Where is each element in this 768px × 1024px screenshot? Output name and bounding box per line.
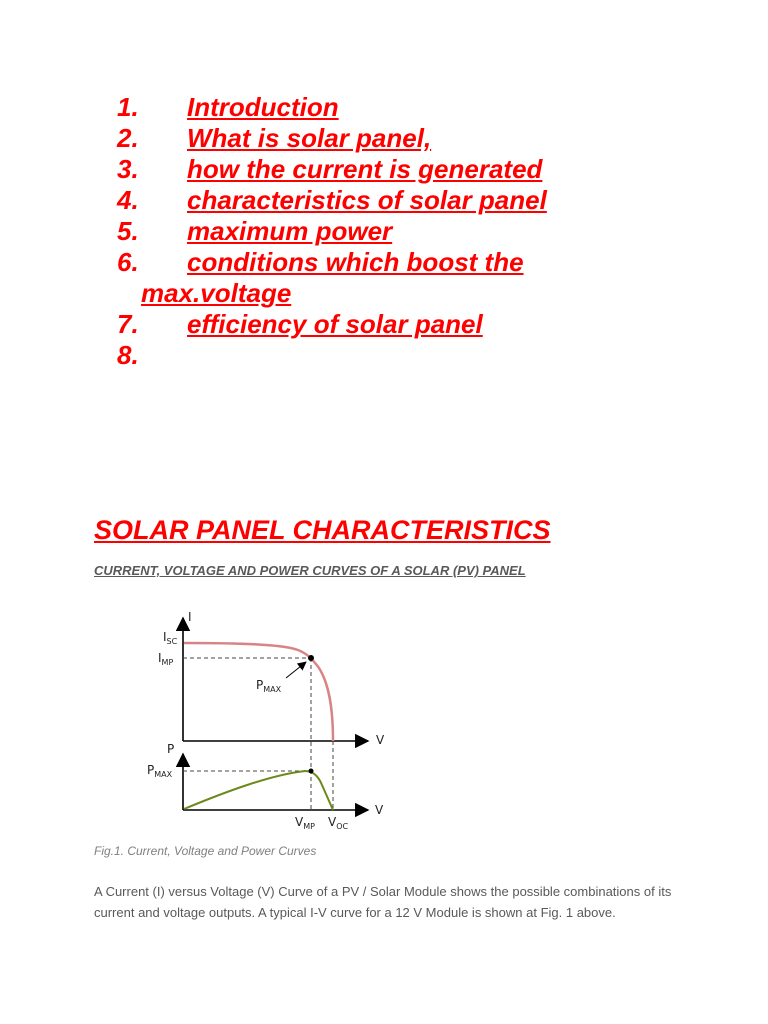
body-paragraph: A Current (I) versus Voltage (V) Curve of a PV / Solar Module shows the possible combinations of its current and voltage outputs. A typical I-V curve for a 12 V Module is shown at Fig. 1 above. [94,884,672,920]
p-axis-label: P [167,742,175,756]
toc-number: 6. [117,247,139,277]
toc-number: 3. [117,154,139,184]
toc-label: characteristics of solar panel [187,185,547,215]
iv-power-curve-figure [0,600,768,840]
pmax-arrow-label: $P_{MAX}$ [256,678,282,694]
power-curve [184,771,333,810]
section-subtitle: CURRENT, VOLTAGE AND POWER CURVES OF A SOLAR (PV) PANEL [94,563,526,578]
section-title: SOLAR PANEL CHARACTERISTICS [94,515,551,545]
toc-label: Introduction [187,92,339,122]
i-axis-label: I [188,610,192,624]
isc-label: $I_{SC}$ [163,630,178,646]
vmp-label: $V_{MP}$ [295,815,315,831]
toc-number: 5. [117,216,139,246]
toc-label: how the current is generated [187,154,543,184]
pmax-label: $P_{MAX}$ [147,763,173,779]
toc-number: 1. [117,92,139,122]
toc-number: 8. [117,340,139,370]
toc-label: conditions which boost the [187,247,524,277]
imp-label: $I_{MP}$ [158,651,174,667]
v-axis-bottom-label: V [375,803,384,817]
toc-label-continuation: max.voltage [141,278,292,308]
toc-label: efficiency of solar panel [187,309,483,339]
toc-number: 7. [117,309,139,339]
figure-caption: Fig.1. Current, Voltage and Power Curves [94,844,317,858]
toc-label: What is solar panel, [187,123,432,153]
pmax-arrow [286,662,306,678]
max-power-point-p [309,769,314,774]
toc-label: maximum power [187,216,393,246]
max-power-point-iv [308,655,314,661]
toc-number: 2. [117,123,139,153]
voc-label: $V_{OC}$ [328,815,349,831]
v-axis-top-label: V [376,733,385,747]
toc-number: 4. [117,185,139,215]
